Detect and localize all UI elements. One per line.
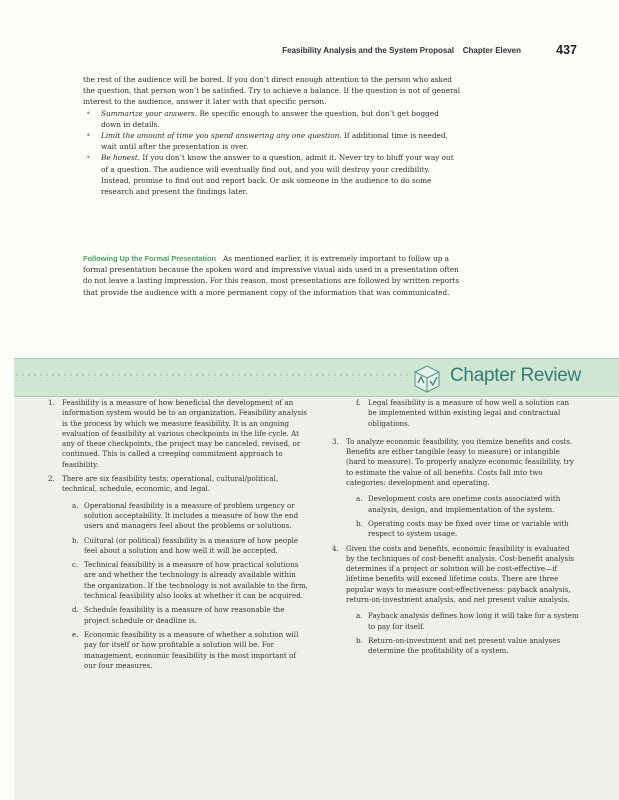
tip-body: If you don’t know the answer to a question, admit it. Never try to bluff your way out of a question. The audience will eventually find out, and you will destroy your credibility. Instead, promise to find out and report back. Or ask someone in the audience to do some research and present the findings later.: [101, 153, 454, 197]
review-item: [48, 474, 308, 671]
item-text: There are six feasibility tests: operational, cultural/political, technical, schedule, economic, and legal.: [62, 474, 279, 494]
tip-item: [83, 108, 461, 130]
sub-letter: b.: [356, 635, 363, 645]
item-number: 3.: [332, 436, 339, 446]
bullet-icon: •: [86, 131, 91, 141]
sub-text: Development costs are onetime costs associated with analysis, design, and implementation of the system.: [368, 494, 561, 514]
sub-list: [72, 501, 308, 671]
chapter-review-title: Chapter Review: [450, 365, 581, 386]
followup-section: [83, 253, 461, 298]
sub-item: [356, 519, 579, 540]
tip-item: [83, 152, 461, 197]
item-text: Feasibility is a measure of how beneficial the development of an information system would be to an organization. Feasibility analysis is the process by which we measure feasibility. It is an ongoing evaluation of feasibility at various checkpoints in the life cycle. At any of these checkpoints, the project may be canceled, revised, or continued. This is called a creeping commitment approach to feasibility.: [62, 398, 307, 469]
tip-body: Be specific enough to answer the question, but don’t get bogged down in details.: [101, 108, 439, 129]
sub-letter: d.: [72, 605, 79, 615]
sub-item: [356, 398, 579, 429]
section-body: As mentioned earlier, it is extremely important to follow up a formal presentation because the spoken word and impressive visual aids used in a presentation often do not leave a lasting impression. For this reason, most presentations are followed by written reports that provide the audience with a more permanent copy of the information that was communicated.: [83, 254, 460, 297]
sub-list: [356, 494, 579, 539]
item-number: 2.: [48, 474, 55, 484]
tip-lead: Limit the amount of time you spend answering any one question.: [101, 131, 342, 141]
sub-item: [72, 630, 308, 671]
review-item: [48, 398, 308, 470]
section-heading: Following Up the Formal Presentation: [83, 254, 217, 263]
sub-letter: c.: [72, 560, 79, 570]
sub-letter: b.: [72, 535, 79, 545]
sub-letter: a.: [356, 494, 363, 504]
item-text: Given the costs and benefits, economic feasibility is evaluated by the techniques of cost-benefit analysis. Cost-benefit analysis determines if a project or solution will be cost-effective—if lifetime benefits will exceed lifetime costs. There are three popular ways to measure cost-effectiveness: payback analysis, return-on-investment analysis, and net present value analysis.: [346, 543, 575, 605]
sub-list: [356, 611, 579, 656]
tip-body: If additional time is needed, wait until after the presentation is over.: [101, 131, 448, 152]
sub-letter: f.: [356, 398, 361, 407]
sub-text: Cultural (or political) feasibility is a measure of how people feel about a solution and how well it will be accepted.: [84, 535, 299, 555]
sub-item: [356, 494, 579, 515]
sub-letter: a.: [356, 611, 363, 621]
tips-list: [83, 108, 461, 198]
cube-icon: [409, 363, 445, 393]
tip-item: [83, 130, 461, 152]
review-item: [332, 544, 579, 657]
top-text-block: [83, 74, 461, 197]
item-number: 4.: [332, 543, 339, 553]
sub-letter: e.: [72, 629, 79, 639]
page-header: [0, 44, 619, 62]
sub-item: [72, 501, 308, 532]
review-item: [332, 437, 579, 540]
sub-text: Economic feasibility is a measure of whether a solution will pay for itself or how profitable a solution will be. For management, economic feasibility is the most important of our four measures.: [84, 629, 299, 670]
continuation-paragraph: the rest of the audience will be bored. If you don’t direct enough attention to the person who asked the question, that person won’t be satisfied. Try to achieve a balance. If the question is not of general interest to the audience, answer it later with that specific person.: [83, 75, 461, 107]
review-left-column: [48, 398, 308, 675]
sub-text: Payback analysis defines how long it will take for a system to pay for itself.: [368, 611, 579, 631]
item-number: 1.: [48, 398, 55, 407]
sub-text: Legal feasibility is a measure of how well a solution can be implemented within existing legal and contractual obligations.: [368, 398, 570, 428]
sub-item: [72, 605, 308, 626]
bullet-icon: •: [86, 108, 91, 118]
sub-item: [356, 636, 579, 657]
sub-letter: b.: [356, 518, 363, 528]
chapter-review-banner: [14, 358, 619, 397]
bullet-icon: •: [86, 153, 91, 163]
page-number: 437: [556, 43, 577, 57]
review-right-column: [332, 398, 579, 661]
sub-text: Operational feasibility is a measure of problem urgency or solution acceptability. It includes a measure of how the end users and managers feel about the problems or solutions.: [84, 500, 299, 531]
item-text: To analyze economic feasibility, you itemize benefits and costs. Benefits are either tangible (easy to measure) or intangible (hard to measure). To properly analyze economic feasibility, try to estimate the value of all benefits. Costs fall into two categories: development and operating.: [346, 436, 574, 488]
sub-item: [356, 611, 579, 632]
sub-text: Return-on-investment and net present value analyses determine the profitability of a system.: [368, 635, 561, 656]
running-title: Feasibility Analysis and the System Proposal: [282, 46, 454, 55]
dot-pattern: [14, 372, 409, 381]
sub-item: [72, 560, 308, 601]
chapter-label: Chapter Eleven: [462, 46, 521, 55]
sub-item: [72, 536, 308, 557]
sub-letter: a.: [72, 500, 79, 510]
sub-text: Operating costs may be fixed over time or variable with respect to system usage.: [368, 518, 569, 539]
sub-text: Technical feasibility is a measure of how practical solutions are and whether the technology is already available within the organization. If the technology is not available to the firm, technical feasibility also looks at whether it can be acquired.: [84, 560, 308, 601]
sub-text: Schedule feasibility is a measure of how reasonable the project schedule or deadline is.: [84, 605, 285, 625]
tip-lead: Be honest.: [101, 153, 141, 163]
tip-lead: Summarize your answers.: [101, 108, 198, 118]
